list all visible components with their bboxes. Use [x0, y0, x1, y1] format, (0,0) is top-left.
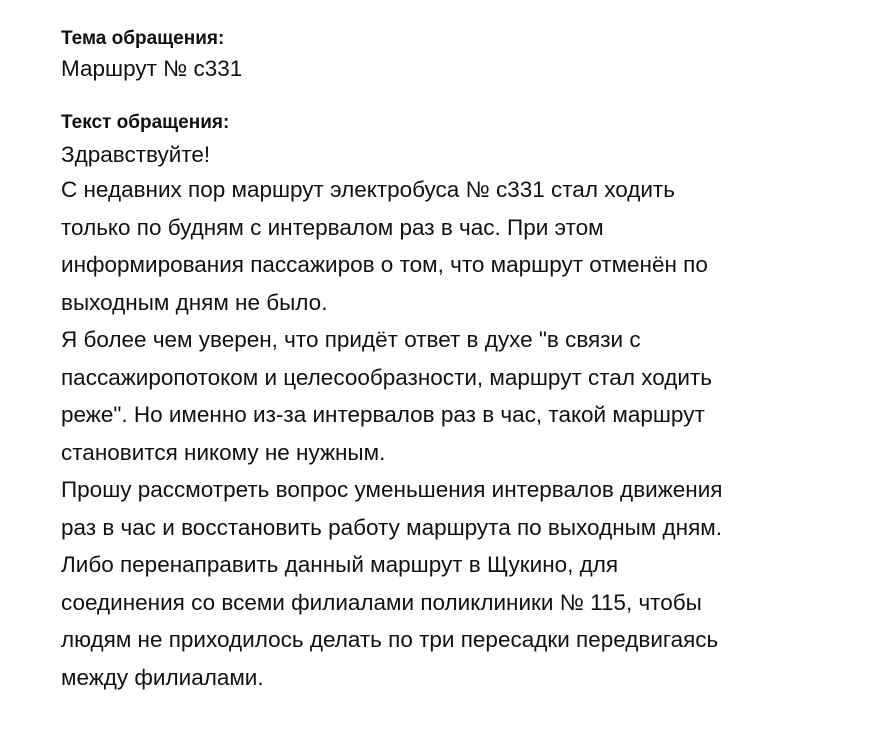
message-line: реже". Но именно из-за интервалов раз в час, такой маршрут [61, 402, 705, 427]
subject-value: Маршрут № с331 [61, 56, 243, 81]
message-line: пассажиропотоком и целесообразности, маршрут стал ходить [61, 364, 712, 390]
message-line: Я более чем уверен, что придёт ответ в духе "в связи с [61, 327, 641, 352]
message-line: Прошу рассмотреть вопрос уменьшения интервалов движения [61, 477, 723, 502]
message-line: выходным дням не было. [61, 289, 328, 315]
message-line: соединения со всеми филиалами поликлиники № 115, чтобы [61, 589, 702, 615]
message-line: раз в час и восстановить работу маршрута по выходным дням. [61, 514, 722, 540]
subject-label: Тема обращения: [61, 28, 225, 49]
message-body [61, 138, 861, 696]
message-line: только по будням с интервалом раз в час. При этом [61, 214, 604, 240]
message-line: становится никому не нужным. [61, 439, 386, 465]
message-line: Здравствуйте! [61, 142, 211, 167]
appeal-document [61, 26, 861, 696]
message-line: С недавних пор маршрут электробуса № с331 стал ходить [61, 177, 675, 202]
message-line: людям не приходилось делать по три пересадки передвигаясь [61, 627, 719, 652]
message-label: Текст обращения: [61, 112, 230, 133]
message-line: информирования пассажиров о том, что маршрут отменён по [61, 252, 708, 277]
message-line: между филиалами. [61, 664, 264, 690]
message-line: Либо перенаправить данный маршрут в Щукино, для [61, 552, 619, 577]
